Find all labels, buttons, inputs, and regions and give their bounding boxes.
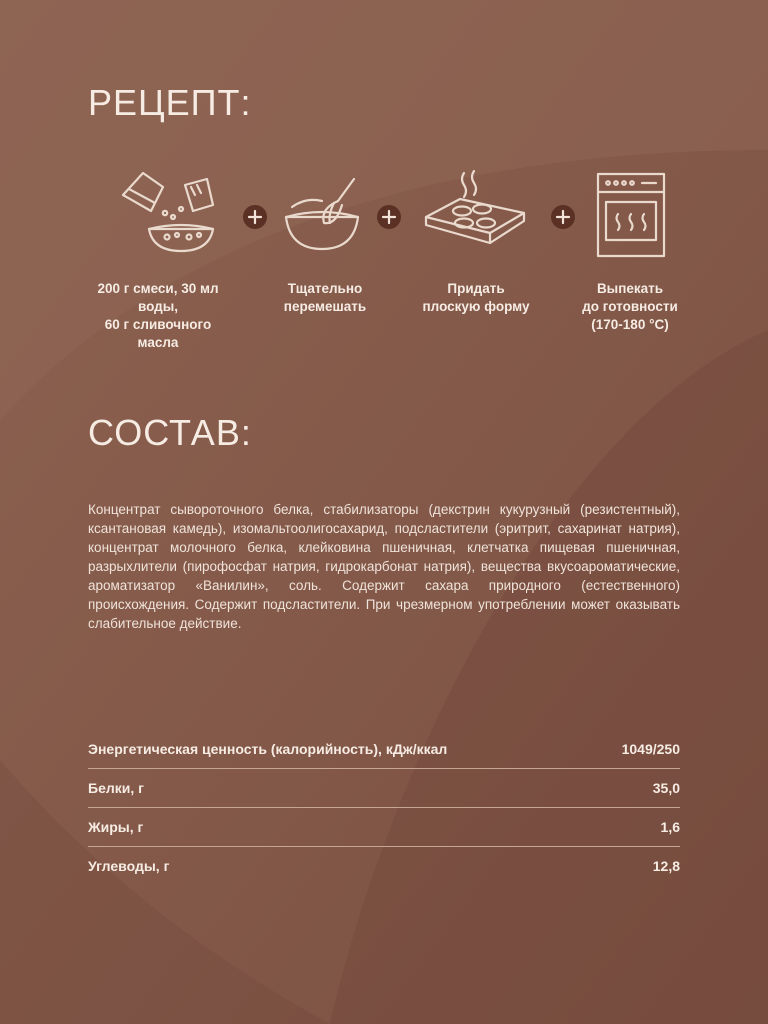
whisk-bowl-icon [268, 165, 378, 255]
step-3-line-1: Придать [447, 281, 505, 296]
nutrient-value: 1049/250 [621, 741, 680, 757]
nutrient-label: Жиры, г [88, 819, 144, 835]
step-3-line-2: плоскую форму [422, 299, 530, 314]
nutrient-value: 12,8 [652, 858, 680, 874]
step-4-line-2: до готовности [582, 299, 678, 314]
plus-icon [243, 205, 267, 229]
table-row [88, 730, 680, 769]
table-row [88, 847, 680, 885]
composition-title: СОСТАВ: [88, 412, 252, 453]
nutrient-label: Белки, г [88, 780, 144, 796]
ingredients-mixing-icon [115, 165, 225, 255]
plus-icon [551, 205, 575, 229]
nutrient-value: 35,0 [652, 780, 680, 796]
recipe-title: РЕЦЕПТ: [88, 82, 252, 123]
step-caption [555, 280, 705, 334]
step-1-line-3: масла [137, 335, 179, 350]
step-2-line-1: Тщательно [287, 281, 363, 296]
step-caption [83, 280, 233, 352]
step-4-line-1: Выпекать [596, 281, 664, 296]
baking-tray-icon [420, 165, 530, 255]
composition-text: Концентрат сывороточного белка, стабилизаторы (декстрин кукурузный (резистентный), ксантановая камедь), изомальтоолигосахарид, подсластители (эритрит, сахаринат натрия), концентрат молочного белка, клейковина пшеничная, клетчатка пищевая пшеничная, разрыхлители (пирофосфат натрия, гидрокарбонат натрия), вещества вкусоароматические, ароматизатор «Ванилин», соль. Содержит сахара природного (естественного) происхождения. Содержит подсластители. При чрезмерном употреблении может оказывать слабительное действие. [88, 502, 680, 631]
step-1-line-1: 200 г смеси, 30 мл воды, [97, 281, 219, 314]
nutrient-value: 1,6 [660, 819, 680, 835]
step-caption [401, 280, 551, 316]
table-row [88, 808, 680, 847]
nutrient-label: Углеводы, г [88, 858, 170, 874]
plus-icon [377, 205, 401, 229]
table-row [88, 769, 680, 808]
step-2-line-2: перемешать [283, 299, 367, 314]
step-caption [250, 280, 400, 316]
nutrition-table [88, 730, 680, 885]
step-1-line-2: 60 г сливочного [104, 317, 212, 332]
step-4-line-3: (170-180 °С) [591, 317, 669, 332]
oven-icon [586, 168, 696, 258]
nutrient-label: Энергетическая ценность (калорийность), кДж/ккал [88, 741, 448, 757]
